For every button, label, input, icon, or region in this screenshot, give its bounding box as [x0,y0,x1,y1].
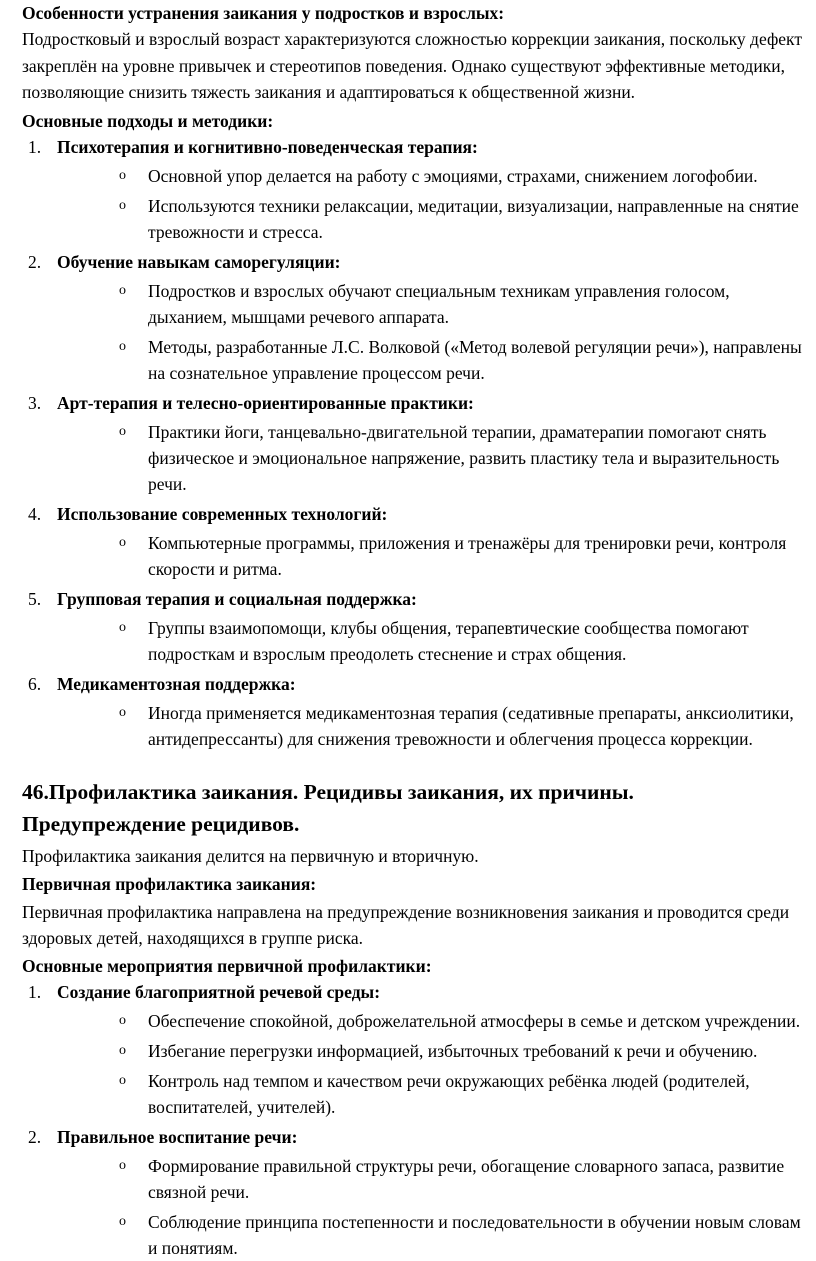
sub-list-item: o Компьютерные программы, приложения и тренажёры для тренировки речи, контроля скорости и ритма. [57,530,802,582]
bullet-icon: o [119,1072,126,1088]
item-title: Арт-терапия и телесно-ориентированные практики: [57,392,474,413]
item-title: Медикаментозная поддержка: [57,673,296,694]
sub-list-item: o Соблюдение принципа постепенности и последовательности в обучении новым словам и понятиям. [57,1209,802,1261]
page-title: 46.Профилактика заикания. Рецидивы заикания, их причины. Предупреждение рецидивов. [22,779,634,836]
primary-heading: Первичная профилактика заикания: [22,873,317,894]
list-item [22,1124,802,1261]
item-title: Правильное воспитание речи: [57,1126,298,1147]
sub-list-item: o Практики йоги, танцевально-двигательной терапии, драматерапии помогают снять физическое и эмоциональное напряжение, развить пластику тела и выразительность речи. [57,419,802,497]
intro-paragraph: Профилактика заикания делится на первичную и вторичную. [22,845,479,866]
item-number: 2. [28,251,42,272]
bullet-icon: o [119,619,126,635]
item-title: Использование современных технологий: [57,503,388,524]
bullet-icon: o [119,282,126,298]
sub-list [57,530,802,582]
sub-list-item: o Контроль над темпом и качеством речи окружающих ребёнка людей (родителей, воспитателей, учителей). [57,1068,802,1120]
bullet-icon: o [119,1042,126,1058]
sub-list [57,163,802,245]
item-title: Создание благоприятной речевой среды: [57,981,381,1002]
item-number: 1. [28,981,42,1002]
list-item [22,671,802,752]
list-item [22,586,802,667]
intro-paragraph: Подростковый и взрослый возраст характеризуются сложностью коррекции заикания, поскольку дефект закреплён на уровне привычек и стереотипов поведения. Однако существуют эффективные методики, позволяющие снизить тяжесть заикания и адаптироваться к общественной жизни. [22,29,802,102]
item-number: 4. [28,503,42,524]
bullet-icon: o [119,1012,126,1028]
item-title: Обучение навыкам саморегуляции: [57,251,341,272]
approaches-heading: Основные подходы и методики: [22,110,274,131]
sub-list-item: o Формирование правильной структуры речи, обогащение словарного запаса, развитие связной речи. [57,1153,802,1205]
bullet-icon: o [119,423,126,439]
item-number: 6. [28,673,42,694]
sub-list-item: o Подростков и взрослых обучают специальным техникам управления голосом, дыханием, мышцами речевого аппарата. [57,278,802,330]
sub-list [57,278,802,386]
sub-list [57,1008,802,1120]
bullet-icon: o [119,167,126,183]
item-number: 1. [28,136,42,157]
measures-heading: Основные мероприятия первичной профилактики: [22,955,432,976]
sub-list-item: o Иногда применяется медикаментозная терапия (седативные препараты, анксиолитики, антидепрессанты) для снижения тревожности и облегчения процесса коррекции. [57,700,802,752]
sub-list-item: o Группы взаимопомощи, клубы общения, терапевтические сообщества помогают подросткам и взрослым преодолеть стеснение и страх общения. [57,615,802,667]
sub-list [57,1153,802,1261]
sub-list-item: o Избегание перегрузки информацией, избыточных требований к речи и обучению. [57,1038,802,1064]
sub-list-item: o Используются техники релаксации, медитации, визуализации, направленные на снятие тревожности и стресса. [57,193,802,245]
bullet-icon: o [119,704,126,720]
item-number: 3. [28,392,42,413]
list-item [22,979,802,1120]
approaches-list [22,134,802,752]
sub-list-item: o Обеспечение спокойной, доброжелательной атмосферы в семье и детском учреждении. [57,1008,802,1034]
primary-paragraph: Первичная профилактика направлена на предупреждение возникновения заикания и проводится среди здоровых детей, находящихся в группе риска. [22,901,790,948]
item-number: 5. [28,588,42,609]
bullet-icon: o [119,1157,126,1173]
list-item [22,390,802,497]
sub-list-item: o Основной упор делается на работу с эмоциями, страхами, снижением логофобии. [57,163,802,189]
sub-list [57,700,802,752]
bullet-icon: o [119,534,126,550]
item-number: 2. [28,1126,42,1147]
sub-list-item: o Методы, разработанные Л.С. Волковой («Метод волевой регуляции речи»), направлены на сознательное управление процессом речи. [57,334,802,386]
item-title: Групповая терапия и социальная поддержка: [57,588,417,609]
item-title: Психотерапия и когнитивно-поведенческая терапия: [57,136,478,157]
list-item [22,501,802,582]
bullet-icon: o [119,338,126,354]
measures-list [22,979,802,1261]
sub-list [57,615,802,667]
bullet-icon: o [119,1213,126,1229]
list-item [22,134,802,245]
section-heading: Особенности устранения заикания у подростков и взрослых: [22,3,505,23]
list-item [22,249,802,386]
section-spacer [22,756,802,776]
bullet-icon: o [119,197,126,213]
sub-list [57,419,802,497]
